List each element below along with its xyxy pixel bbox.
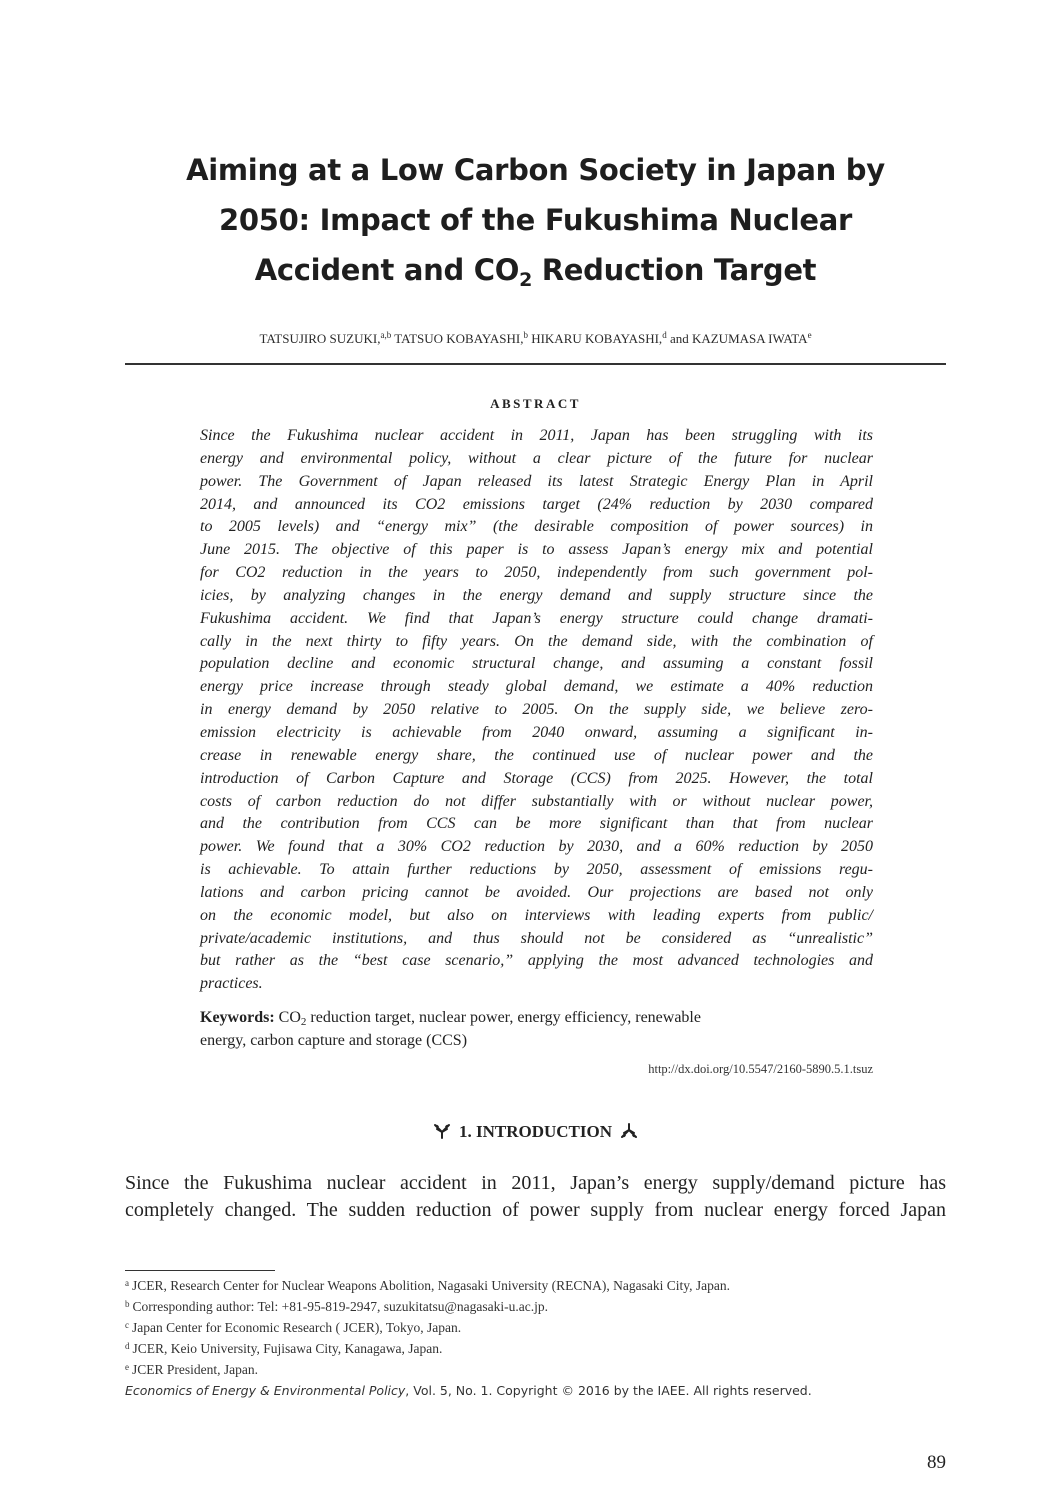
author-2-affiliation: b xyxy=(523,330,528,340)
author-3-affiliation: d xyxy=(662,330,667,340)
abstract-line: crease in renewable energy share, the continued use of nuclear power and the xyxy=(200,746,873,764)
keywords-block xyxy=(200,1006,873,1052)
title-line-2: 2050: Impact of the Fukushima Nuclear xyxy=(219,203,852,237)
footnote-mark: d xyxy=(125,1341,130,1351)
abstract-line: but rather as the “best case scenario,” applying the most advanced technologies and xyxy=(200,952,873,970)
abstract-line: introduction of Carbon Capture and Storage (CCS) from 2025. However, the total xyxy=(200,769,873,787)
keywords-rest: reduction target, nuclear power, energy efficiency, renewable xyxy=(306,1009,701,1026)
title-line-3-pre: Accident and CO xyxy=(254,253,520,287)
abstract-line: Fukushima accident. We find that Japan’s energy structure could change dramati- xyxy=(200,609,873,627)
journal-name: Economics of Energy & Environmental Policy xyxy=(125,1383,406,1398)
footnote-text: JCER, Keio University, Fujisawa City, Kanagawa, Japan. xyxy=(132,1341,443,1356)
abstract-line: costs of carbon reduction do not differ substantially with or without nuclear power, xyxy=(200,792,873,810)
abstract-line: energy and environmental policy, without a clear picture of the future for nuclear xyxy=(200,449,873,467)
author-1-name: TATSUJIRO SUZUKI, xyxy=(259,331,381,346)
author-2-name: TATSUO KOBAYASHI, xyxy=(391,331,524,346)
footnote xyxy=(125,1338,946,1359)
footnote-divider xyxy=(125,1270,275,1271)
title-subscript: 2 xyxy=(519,269,532,291)
author-3-name: HIKARU KOBAYASHI, xyxy=(527,331,663,346)
abstract-line: for CO2 reduction in the years to 2050, independently from such government pol- xyxy=(200,564,873,582)
leaf-ornament-right-icon xyxy=(620,1123,638,1139)
keywords-co: CO xyxy=(274,1009,301,1026)
introduction-body xyxy=(125,1170,946,1224)
journal-rest: , Vol. 5, No. 1. Copyright © 2016 by the IAEE. All rights reserved. xyxy=(405,1383,812,1398)
abstract-line: June 2015. The objective of this paper is to assess Japan’s energy mix and potential xyxy=(200,541,873,559)
keywords-label: Keywords: xyxy=(200,1009,275,1026)
doi-link[interactable]: http://dx.doi.org/10.5547/2160-5890.5.1.tsuz xyxy=(648,1062,873,1076)
abstract-line: energy price increase through steady global demand, we estimate a 40% reduction xyxy=(200,678,873,696)
journal-copyright xyxy=(125,1383,946,1398)
abstract-line: in energy demand by 2050 relative to 2005. On the supply side, we believe zero- xyxy=(200,701,873,719)
header-divider xyxy=(125,363,946,365)
author-list xyxy=(125,331,946,347)
keywords-line-2: energy, carbon capture and storage (CCS) xyxy=(200,1032,468,1049)
abstract-line: 2014, and announced its CO2 emissions target (24% reduction by 2030 compared xyxy=(200,495,873,513)
paper-title xyxy=(150,145,921,295)
page-number: 89 xyxy=(927,1452,946,1473)
abstract-line: on the economic model, but also on interviews with leading experts from public/ xyxy=(200,906,873,924)
footnote-text: JCER, Research Center for Nuclear Weapons Abolition, Nagasaki University (RECNA), Nagasaki City, Japan. xyxy=(132,1278,731,1293)
footnote xyxy=(125,1317,946,1338)
abstract-body xyxy=(200,425,873,996)
footnote xyxy=(125,1359,946,1380)
abstract-line: practices. xyxy=(200,975,263,993)
footnote xyxy=(125,1296,946,1317)
abstract-line: lations and carbon pricing cannot be avoided. Our projections are based not only xyxy=(200,883,873,901)
abstract-heading: ABSTRACT xyxy=(490,396,581,411)
keywords-subscript: 2 xyxy=(300,1016,307,1028)
abstract-line: Since the Fukushima nuclear accident in 2011, Japan has been struggling with its xyxy=(200,427,873,444)
abstract-line: to 2005 levels) and “energy mix” (the desirable composition of power sources) in xyxy=(200,518,873,536)
footnote xyxy=(125,1275,946,1296)
footnote-mark: c xyxy=(125,1320,129,1330)
footnotes xyxy=(125,1275,946,1380)
keywords-line-1 xyxy=(200,1006,873,1029)
section-title: 1. INTRODUCTION xyxy=(458,1122,613,1141)
abstract-line: private/academic institutions, and thus should not be considered as “unrealistic” xyxy=(200,929,873,947)
footnote-mark: b xyxy=(125,1299,130,1309)
abstract-line: is achievable. To attain further reductions by 2050, assessment of emissions regu- xyxy=(200,861,873,879)
footnote-text: Japan Center for Economic Research ( JCER), Tokyo, Japan. xyxy=(132,1320,462,1335)
footnote-text: JCER President, Japan. xyxy=(132,1362,258,1377)
abstract-line: and the contribution from CCS can be more significant than that from nuclear xyxy=(200,815,873,833)
title-line-3 xyxy=(150,245,921,295)
abstract-line: emission electricity is achievable from 2040 onward, assuming a significant in- xyxy=(200,723,873,741)
abstract-line: icies, by analyzing changes in the energy demand and supply structure since the xyxy=(200,586,873,604)
title-line-3-post: Reduction Target xyxy=(531,253,817,287)
footnote-mark: a xyxy=(125,1278,129,1288)
leaf-ornament-left-icon xyxy=(433,1123,451,1139)
footnote-mark: e xyxy=(125,1362,129,1372)
abstract-line: power. We found that a 30% CO2 reduction by 2030, and a 60% reduction by 2050 xyxy=(200,838,873,856)
abstract-line: population decline and economic structural change, and assuming a constant fossil xyxy=(200,655,873,673)
abstract-line: cally in the next thirty to fifty years. On the demand side, with the combination of xyxy=(200,632,873,650)
footnote-text: Corresponding author: Tel: +81-95-819-2947, suzukitatsu@nagasaki-u.ac.jp. xyxy=(132,1299,549,1314)
author-4-name: and KAZUMASA IWATA xyxy=(666,331,808,346)
body-line: Since the Fukushima nuclear accident in 2011, Japan’s energy supply/demand picture has xyxy=(125,1172,946,1194)
author-1-affiliation: a,b xyxy=(380,330,392,340)
section-heading-introduction xyxy=(125,1122,946,1142)
title-line-1: Aiming at a Low Carbon Society in Japan by xyxy=(186,153,885,187)
author-4-affiliation: e xyxy=(807,330,812,340)
body-line: completely changed. The sudden reduction of power supply from nuclear energy forced Japan xyxy=(125,1199,946,1221)
abstract-line: power. The Government of Japan released its latest Strategic Energy Plan in April xyxy=(200,472,873,490)
